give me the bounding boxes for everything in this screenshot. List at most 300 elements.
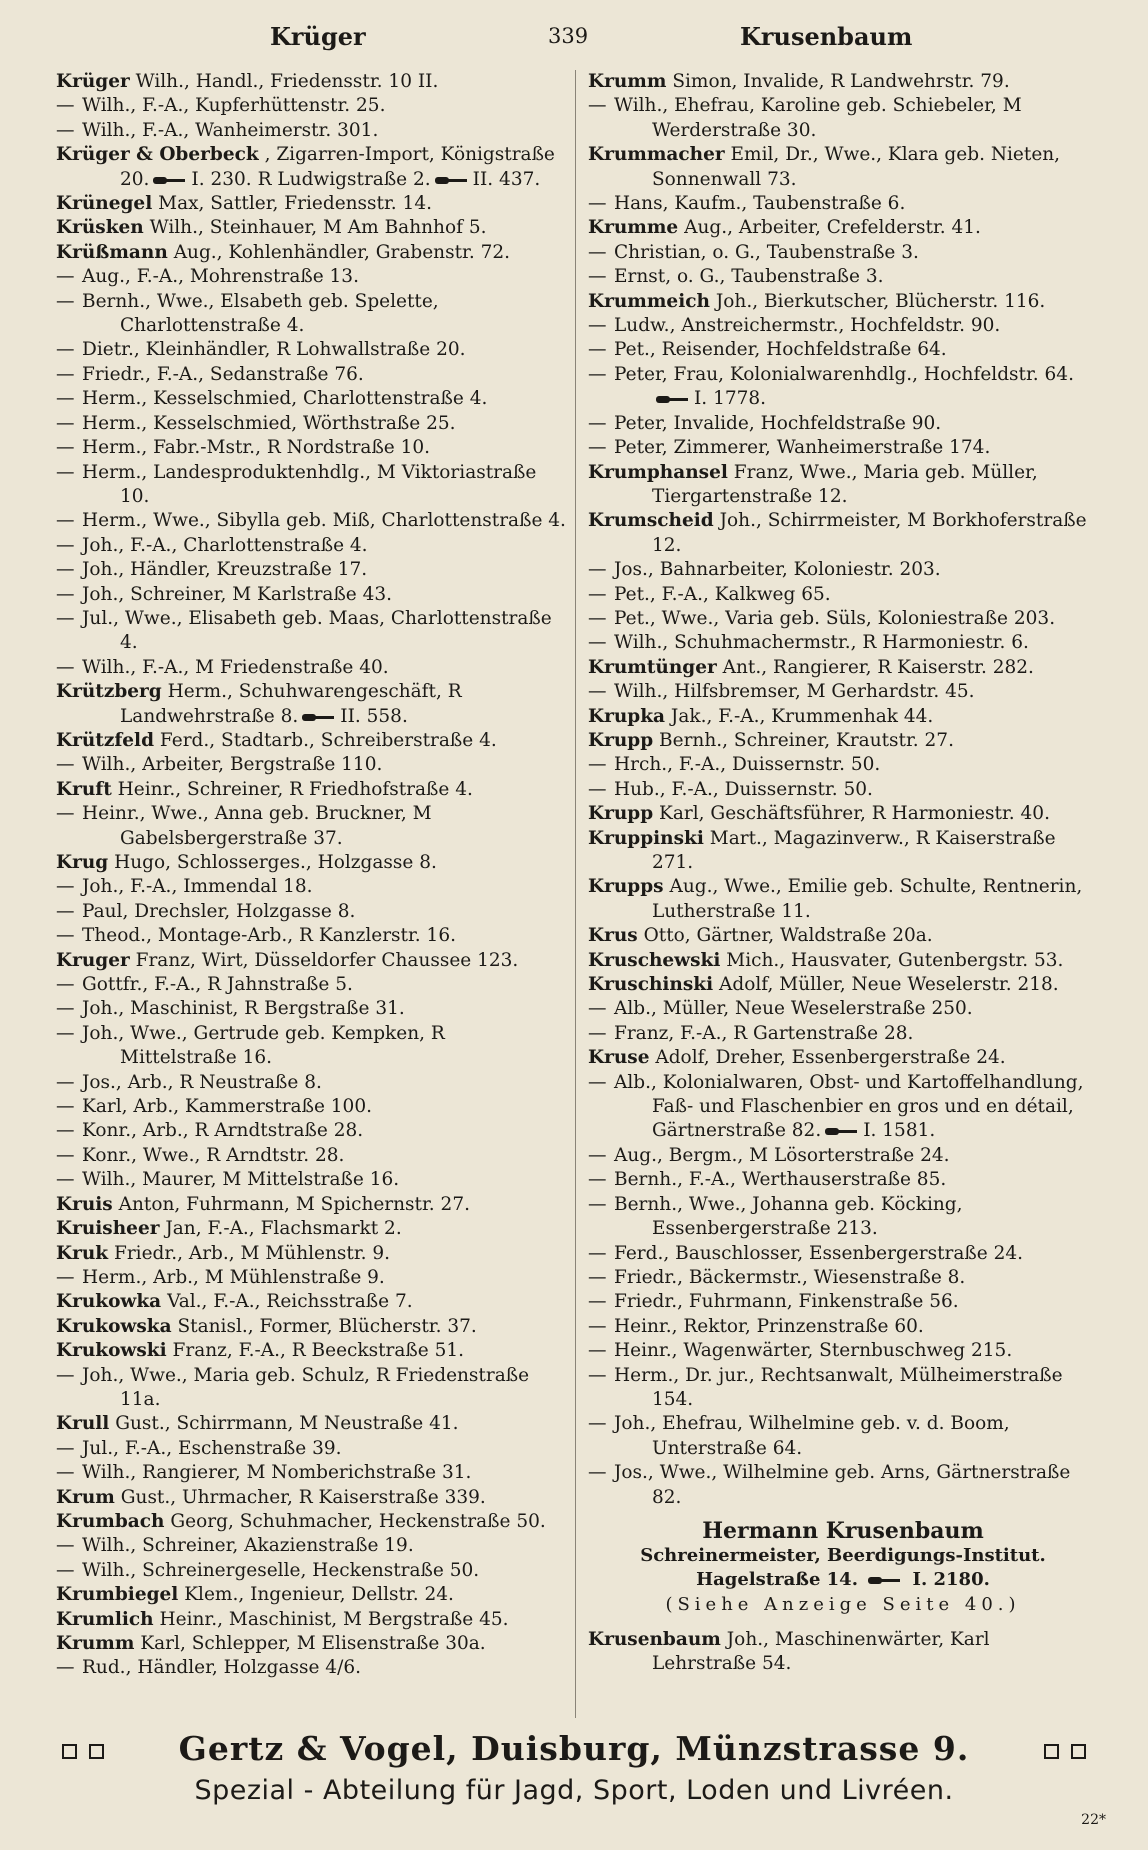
directory-entry <box>588 924 1098 948</box>
entry-text: Hrch., F.-A., Duissernstr. 50. <box>614 754 881 776</box>
directory-entry <box>56 900 566 924</box>
entry-text: Joh., Wwe., Gertrude geb. Kempken, R Mittelstraße 16. <box>82 1022 445 1069</box>
entry-text: Wilh., Rangierer, M Nomberichstraße 31. <box>82 1462 472 1484</box>
entry-text: Bernh., Wwe., Johanna geb. Köcking, Essenbergerstraße 213. <box>614 1193 963 1240</box>
entry-dash: — <box>588 1144 607 1166</box>
directory-entry <box>56 1486 566 1510</box>
directory-entry <box>588 1168 1098 1192</box>
entry-text: Mart., Magazinverw., R Kaiserstraße 271. <box>652 827 1056 873</box>
entry-text: Rud., Händler, Holzgasse 4/6. <box>82 1657 361 1679</box>
directory-entry <box>56 534 566 558</box>
directory-entry <box>588 363 1098 412</box>
entry-dash: — <box>56 876 75 898</box>
entry-text: Gust., Schirrmann, M Neustraße 41. <box>115 1413 459 1435</box>
advert-phone: I. 2180. <box>912 1568 990 1590</box>
directory-entry <box>56 656 566 680</box>
entry-text: Franz, F.-A., R Beeckstraße 51. <box>172 1340 465 1362</box>
directory-entry <box>56 241 566 265</box>
entry-text: Herm., Kesselschmied, Wörthstraße 25. <box>82 412 456 434</box>
header-right-keyword: Krusenbaum <box>740 22 913 51</box>
directory-entry <box>56 387 566 411</box>
entry-dash: — <box>588 998 607 1020</box>
directory-entry <box>56 1095 566 1119</box>
entry-text: Wilh., F.-A., Kupferhüttenstr. 25. <box>82 95 386 117</box>
entry-text: Joh., Maschinenwärter, Karl Lehrstraße 54. <box>652 1628 990 1675</box>
directory-entry <box>588 1315 1098 1339</box>
entry-name: Krug <box>56 852 109 873</box>
directory-entry <box>56 1510 566 1534</box>
directory-entry <box>56 1412 566 1436</box>
entry-text: Joh., Schirrmeister, M Borkhoferstraße 12. <box>652 510 1087 556</box>
directory-entry <box>588 607 1098 631</box>
entry-name: Kruis <box>56 1193 113 1215</box>
entry-text: Heinr., Maschinist, M Bergstraße 45. <box>159 1608 509 1630</box>
directory-entry <box>588 656 1098 680</box>
directory-entry <box>56 1144 566 1168</box>
entry-text: Jak., F.-A., Krummenhak 44. <box>670 705 934 727</box>
directory-entry <box>588 241 1098 265</box>
entry-text: Wilh., Schreiner, Akazienstraße 19. <box>82 1535 414 1557</box>
entry-text: Ferd., Stadtarb., Schreiberstraße 4. <box>159 729 497 751</box>
advert-note: (Siehe Anzeige Seite 40.) <box>665 1593 1021 1615</box>
entry-dash: — <box>56 559 75 581</box>
entry-text: Alb., Müller, Neue Weselerstraße 250. <box>614 998 973 1020</box>
entry-text: Bernh., Wwe., Elsabeth geb. Spelette, Charlottenstraße 4. <box>82 290 439 337</box>
entry-dash: — <box>588 1340 607 1362</box>
entry-text: Friedr., F.-A., Sedanstraße 76. <box>82 363 364 385</box>
header-left-keyword: Krüger <box>270 22 366 51</box>
entry-text: Joh., Wwe., Maria geb. Schulz, R Friedenstraße 11a. <box>82 1364 530 1410</box>
entry-dash: — <box>588 559 607 581</box>
entry-text: Karl, Geschäftsführer, R Harmoniestr. 40. <box>659 803 1050 825</box>
directory-entry <box>588 1242 1098 1266</box>
entry-dash: — <box>56 925 75 947</box>
directory-entry <box>56 1461 566 1485</box>
entry-phone: I. 1581. <box>863 1120 936 1142</box>
directory-entry <box>588 949 1098 973</box>
entry-text: Aug., Wwe., Emilie geb. Schulte, Rentnerin, Lutherstraße 11. <box>652 876 1083 922</box>
directory-entry <box>588 1071 1098 1144</box>
entry-text: Gottfr., F.-A., R Jahnstraße 5. <box>82 974 353 996</box>
entry-dash: — <box>588 1022 607 1044</box>
entry-name: Krumlich <box>56 1608 154 1630</box>
entry-name: Krum <box>56 1486 115 1508</box>
directory-entry <box>56 1168 566 1192</box>
entry-text: Jul., Wwe., Elisabeth geb. Maas, Charlottenstraße 4. <box>82 607 552 654</box>
footer-company: Gertz & Vogel, Duisburg, Münzstrasse 9. <box>178 1729 970 1768</box>
entry-dash: — <box>588 607 607 629</box>
entry-dash: — <box>56 1535 75 1557</box>
advert-address-line <box>588 1568 1098 1592</box>
directory-entry <box>56 436 566 460</box>
directory-entry <box>56 412 566 436</box>
entry-dash: — <box>56 437 75 459</box>
directory-entry <box>588 558 1098 582</box>
entry-text: Emil, Dr., Wwe., Klara geb. Nieten, Sonnenwall 73. <box>652 144 1061 190</box>
entry-dash: — <box>588 339 607 361</box>
directory-entry <box>56 1559 566 1583</box>
entry-text: Aug., Arbeiter, Crefelderstr. 41. <box>684 217 981 239</box>
directory-entry <box>588 70 1098 94</box>
entry-text: Friedr., Bäckermstr., Wiesenstraße 8. <box>614 1266 966 1288</box>
directory-entry <box>588 1412 1098 1461</box>
telephone-icon <box>302 712 336 722</box>
directory-entry <box>56 973 566 997</box>
directory-entry <box>588 290 1098 314</box>
directory-entry <box>588 1364 1098 1413</box>
entry-text: Joh., Bierkutscher, Blücherstr. 116. <box>715 290 1046 312</box>
directory-entry <box>56 802 566 851</box>
entry-text: Hub., F.-A., Duissernstr. 50. <box>614 778 873 800</box>
entry-dash: — <box>588 95 607 117</box>
entry-name: Krüsken <box>56 217 144 239</box>
entry-text: Peter, Zimmerer, Wanheimerstraße 174. <box>614 437 991 459</box>
entry-text: Dietr., Kleinhändler, R Lohwallstraße 20. <box>82 339 466 361</box>
entry-phone: II. 558. <box>340 705 408 727</box>
directory-entry <box>588 1266 1098 1290</box>
directory-entry <box>56 875 566 899</box>
entry-text: Adolf, Dreher, Essenbergerstraße 24. <box>655 1047 1006 1069</box>
directory-entry <box>56 1071 566 1095</box>
directory-entry <box>588 1022 1098 1046</box>
entry-text: Hans, Kaufm., Taubenstraße 6. <box>614 193 906 215</box>
entry-dash: — <box>56 1096 75 1118</box>
entry-dash: — <box>56 119 75 141</box>
entry-dash: — <box>588 632 607 654</box>
entry-name: Kruisheer <box>56 1218 160 1240</box>
directory-entry <box>56 1656 566 1680</box>
directory-entry <box>588 338 1098 362</box>
footer-advert <box>56 1727 1092 1827</box>
directory-entry <box>56 1534 566 1558</box>
entry-text: Wilh., Maurer, M Mittelstraße 16. <box>82 1169 400 1191</box>
advert-subtitle: Schreinermeister, Beerdigungs-Institut. <box>640 1544 1046 1566</box>
entry-name: Kruschewski <box>588 949 721 971</box>
entry-dash: — <box>588 778 607 800</box>
directory-entry <box>56 143 566 192</box>
entry-text: Joh., Ehefrau, Wilhelmine geb. v. d. Boom, Unterstraße 64. <box>614 1413 1010 1459</box>
telephone-icon <box>435 175 469 185</box>
entry-text: Herm., Arb., M Mühlenstraße 9. <box>82 1266 385 1288</box>
page-header <box>56 22 1092 62</box>
entry-text: Karl, Arb., Kammerstraße 100. <box>82 1096 372 1118</box>
column-divider <box>575 70 576 1718</box>
entry-text: Aug., Bergm., M Lösorterstraße 24. <box>614 1144 950 1166</box>
entry-dash: — <box>56 607 75 629</box>
directory-entry <box>56 753 566 777</box>
entry-text: Jan, F.-A., Flachsmarkt 2. <box>165 1218 402 1240</box>
directory-entry <box>56 1266 566 1290</box>
entry-name: Kruk <box>56 1242 109 1264</box>
entry-dash: — <box>588 1364 607 1386</box>
directory-entry <box>588 265 1098 289</box>
entry-text: Max, Sattler, Friedensstr. 14. <box>158 193 432 215</box>
directory-entry <box>56 1022 566 1071</box>
directory-entry <box>588 1461 1098 1510</box>
entry-text: Aug., F.-A., Mohrenstraße 13. <box>82 266 359 288</box>
entry-name: Krumme <box>588 217 679 239</box>
directory-entry <box>56 94 566 118</box>
entry-name: Krützberg <box>56 681 162 703</box>
entry-name: Krupp <box>588 729 654 751</box>
entry-dash: — <box>56 339 75 361</box>
entry-text: Otto, Gärtner, Waldstraße 20a. <box>643 925 933 947</box>
entry-text: Wilh., Steinhauer, M Am Bahnhof 5. <box>149 217 487 239</box>
directory-entry <box>56 729 566 753</box>
entry-dash: — <box>56 803 75 825</box>
entry-name: Krüger & Oberbeck <box>56 144 259 166</box>
footer-line1 <box>56 1727 1092 1771</box>
directory-entry <box>588 680 1098 704</box>
entry-text: Herm., Kesselschmied, Charlottenstraße 4. <box>82 388 488 410</box>
entry-text: Franz, Wwe., Maria geb. Müller, Tiergartenstraße 12. <box>652 461 1038 507</box>
entry-text: Pet., F.-A., Kalkweg 65. <box>614 583 831 605</box>
entry-text: Joh., Händler, Kreuzstraße 17. <box>82 559 368 581</box>
directory-entry <box>588 802 1098 826</box>
entry-text: Heinr., Wagenwärter, Sternbuschweg 215. <box>614 1340 1013 1362</box>
entry-text: Bernh., F.-A., Werthauserstraße 85. <box>614 1169 947 1191</box>
directory-entry <box>56 1632 566 1656</box>
entry-name: Krupp <box>588 803 654 825</box>
entry-text: Anton, Fuhrmann, M Spichernstr. 27. <box>118 1193 470 1215</box>
directory-entry <box>588 827 1098 876</box>
entry-dash: — <box>56 1071 75 1093</box>
directory-entry <box>56 461 566 510</box>
entry-dash: — <box>588 1413 607 1435</box>
entry-name: Krumbach <box>56 1510 165 1532</box>
entry-name: Krützfeld <box>56 729 155 751</box>
directory-entry <box>56 851 566 875</box>
directory-entry <box>56 192 566 216</box>
entry-text: Ernst, o. G., Taubenstraße 3. <box>614 266 884 288</box>
directory-entry <box>588 778 1098 802</box>
directory-entry <box>56 558 566 582</box>
entry-name: Kruger <box>56 949 130 971</box>
entry-text: Konr., Wwe., R Arndtstr. 28. <box>82 1144 345 1166</box>
directory-entry <box>56 1583 566 1607</box>
entry-dash: — <box>56 656 75 678</box>
directory-entry <box>588 412 1098 436</box>
entry-text-after: R Ludwigstraße 2. <box>257 168 431 190</box>
entry-dash: — <box>56 900 75 922</box>
entry-phone: I. 1778. <box>694 388 767 410</box>
entry-text: Klem., Ingenieur, Dellstr. 24. <box>184 1584 454 1606</box>
directory-entry <box>588 1339 1098 1363</box>
entry-text: Friedr., Arb., M Mühlenstr. 9. <box>114 1242 391 1264</box>
entry-text: , Zigarren-Import, Königstraße 20. <box>120 144 555 190</box>
entry-text: Paul, Drechsler, Holzgasse 8. <box>82 900 356 922</box>
entry-text: Wilh., F.-A., M Friedenstraße 40. <box>82 656 389 678</box>
directory-entry <box>56 509 566 533</box>
directory-entry <box>588 314 1098 338</box>
directory-entry <box>56 1364 566 1413</box>
directory-entry <box>56 1290 566 1314</box>
entry-text: Konr., Arb., R Arndtstraße 28. <box>82 1120 364 1142</box>
directory-entry <box>588 1144 1098 1168</box>
entry-dash: — <box>588 1071 607 1093</box>
directory-entry <box>56 997 566 1021</box>
entry-dash: — <box>588 1193 607 1215</box>
entry-text: Wilh., Schuhmachermstr., R Harmoniestr. 6. <box>614 632 1029 654</box>
telephone-icon <box>153 175 187 185</box>
entry-name: Kruppinski <box>588 827 704 849</box>
entry-name: Kruschinski <box>588 974 714 996</box>
entry-name: Krupps <box>588 876 664 898</box>
entry-name: Krull <box>56 1413 110 1435</box>
entry-text: Aug., Kohlenhändler, Grabenstr. 72. <box>173 241 511 263</box>
entry-name: Krukowska <box>56 1315 172 1337</box>
advert-address: Hagelstraße 14. <box>696 1568 858 1590</box>
entry-text: Friedr., Fuhrmann, Finkenstraße 56. <box>614 1291 959 1313</box>
entry-dash: — <box>588 754 607 776</box>
entry-text: Jos., Wwe., Wilhelmine geb. Arns, Gärtnerstraße 82. <box>614 1462 1071 1508</box>
entry-text: Wilh., F.-A., Wanheimerstr. 301. <box>82 119 379 141</box>
directory-entry <box>56 290 566 339</box>
directory-entry <box>56 607 566 656</box>
entry-dash: — <box>588 412 607 434</box>
entry-dash: — <box>588 363 607 385</box>
entry-dash: — <box>588 1266 607 1288</box>
entry-dash: — <box>588 1291 607 1313</box>
entry-text: Stanisl., Former, Blücherstr. 37. <box>177 1315 477 1337</box>
entry-dash: — <box>588 315 607 337</box>
entry-text: Georg, Schuhmacher, Heckenstraße 50. <box>170 1510 546 1532</box>
entry-dash: — <box>588 437 607 459</box>
krusenbaum-advert <box>588 1518 1098 1618</box>
entry-text: Pet., Wwe., Varia geb. Süls, Koloniestraße 203. <box>614 607 1056 629</box>
entry-text: Jul., F.-A., Eschenstraße 39. <box>82 1437 342 1459</box>
entry-dash: — <box>56 1437 75 1459</box>
directory-entry <box>56 1437 566 1461</box>
entry-text: Franz, Wirt, Düsseldorfer Chaussee 123. <box>135 949 519 971</box>
directory-entry <box>56 1119 566 1143</box>
entry-name: Krukowka <box>56 1291 162 1313</box>
entry-name: Krummacher <box>588 144 725 166</box>
entry-name: Krüger <box>56 71 130 92</box>
directory-entry <box>588 436 1098 460</box>
entry-name: Krumbiegel <box>56 1584 179 1606</box>
decor-squares-right <box>1038 1727 1092 1771</box>
entry-dash: — <box>56 1022 75 1044</box>
sheet-signature: 22* <box>1081 1812 1106 1828</box>
entry-name: Krünegel <box>56 193 153 215</box>
entry-dash: — <box>56 461 75 483</box>
directory-entry <box>588 94 1098 143</box>
entry-dash: — <box>56 1364 75 1386</box>
entry-dash: — <box>56 1120 75 1142</box>
entry-name: Krumtünger <box>588 656 717 678</box>
directory-entry <box>588 729 1098 753</box>
footer-line2: Spezial - Abteilung für Jagd, Sport, Loden und Livréen. <box>194 1775 954 1806</box>
entry-name: Krumm <box>588 71 667 92</box>
entry-dash: — <box>588 266 607 288</box>
directory-entry <box>56 680 566 729</box>
entry-dash: — <box>56 1462 75 1484</box>
entry-dash: — <box>588 1169 607 1191</box>
entry-phone: II. 437. <box>472 168 541 190</box>
entry-text: Ludw., Anstreichermstr., Hochfeldstr. 90. <box>614 315 1001 337</box>
entry-text: Herm., Dr. jur., Rechtsanwalt, Mülheimerstraße 154. <box>614 1364 1063 1410</box>
directory-entry <box>56 949 566 973</box>
entry-text: Karl, Schlepper, M Elisenstraße 30a. <box>140 1633 486 1654</box>
entry-text: Herm., Wwe., Sibylla geb. Miß, Charlottenstraße 4. <box>82 510 566 532</box>
directory-columns <box>56 70 1092 1720</box>
directory-entry <box>588 705 1098 729</box>
directory-entry <box>588 973 1098 997</box>
telephone-icon <box>825 1126 859 1136</box>
entry-text: Ferd., Bauschlosser, Essenbergerstraße 24. <box>614 1242 1024 1264</box>
entry-text: Wilh., Schreinergeselle, Heckenstraße 50. <box>82 1559 480 1581</box>
entry-name: Kruse <box>588 1047 650 1069</box>
left-column <box>56 70 566 1681</box>
entry-dash: — <box>588 1315 607 1337</box>
directory-entry <box>56 265 566 289</box>
directory-entry <box>588 216 1098 240</box>
directory-entry <box>588 1290 1098 1314</box>
entry-name: Krukowski <box>56 1340 167 1362</box>
entry-text: Simon, Invalide, R Landwehrstr. 79. <box>672 71 1010 92</box>
entry-text: Val., F.-A., Reichsstraße 7. <box>167 1291 413 1313</box>
entry-name: Krusenbaum <box>588 1628 721 1650</box>
entry-name: Krumm <box>56 1633 135 1654</box>
directory-entry <box>56 216 566 240</box>
directory-entry <box>588 1193 1098 1242</box>
directory-entry <box>56 778 566 802</box>
entry-dash: — <box>56 534 75 556</box>
directory-entry <box>588 461 1098 510</box>
entry-text: Wilh., Handl., Friedensstr. 10 II. <box>135 71 439 92</box>
entry-dash: — <box>56 412 75 434</box>
entry-text: Wilh., Arbeiter, Bergstraße 110. <box>82 754 383 776</box>
entry-text: Mich., Hausvater, Gutenbergstr. 53. <box>726 949 1064 971</box>
entry-text: Ant., Rangierer, R Kaiserstr. 282. <box>722 656 1034 678</box>
right-column <box>588 70 1098 1677</box>
entry-phone: I. 230. <box>191 168 252 190</box>
directory-entry <box>588 509 1098 558</box>
entry-text: Alb., Kolonialwaren, Obst- und Kartoffelhandlung, Faß- und Flaschenbier en gros und en détail, Gärtnerstraße 82. <box>614 1071 1084 1142</box>
entry-dash: — <box>588 241 607 263</box>
entry-text: Bernh., Schreiner, Krautstr. 27. <box>659 729 954 751</box>
entry-text: Herm., Landesproduktenhdlg., M Viktoriastraße 10. <box>82 461 537 507</box>
directory-entry <box>588 583 1098 607</box>
directory-entry <box>56 924 566 948</box>
directory-entry <box>56 1315 566 1339</box>
entry-dash: — <box>56 998 75 1020</box>
entry-name: Kruft <box>56 778 112 800</box>
directory-entry <box>588 753 1098 777</box>
entry-text: Gust., Uhrmacher, R Kaiserstraße 339. <box>120 1486 486 1508</box>
entry-dash: — <box>56 95 75 117</box>
entry-name: Krupka <box>588 705 666 727</box>
advert-title: Hermann Krusenbaum <box>702 1517 984 1544</box>
directory-entry <box>56 338 566 362</box>
directory-entry <box>588 997 1098 1021</box>
entry-text: Hugo, Schlosserges., Holzgasse 8. <box>114 852 437 873</box>
last-entry <box>588 1628 1098 1677</box>
entry-dash: — <box>56 1144 75 1166</box>
entry-dash: — <box>56 363 75 385</box>
entry-text: Peter, Invalide, Hochfeldstraße 90. <box>614 412 942 434</box>
entry-text: Heinr., Wwe., Anna geb. Bruckner, M Gabelsbergerstraße 37. <box>82 803 432 849</box>
entry-text: Franz, F.-A., R Gartenstraße 28. <box>614 1022 914 1044</box>
entry-dash: — <box>56 510 75 532</box>
entry-dash: — <box>56 388 75 410</box>
entry-name: Krüßmann <box>56 241 168 263</box>
entry-dash: — <box>56 266 75 288</box>
entry-text: Joh., Maschinist, R Bergstraße 31. <box>82 998 405 1020</box>
directory-entry <box>588 631 1098 655</box>
entry-dash: — <box>56 1169 75 1191</box>
